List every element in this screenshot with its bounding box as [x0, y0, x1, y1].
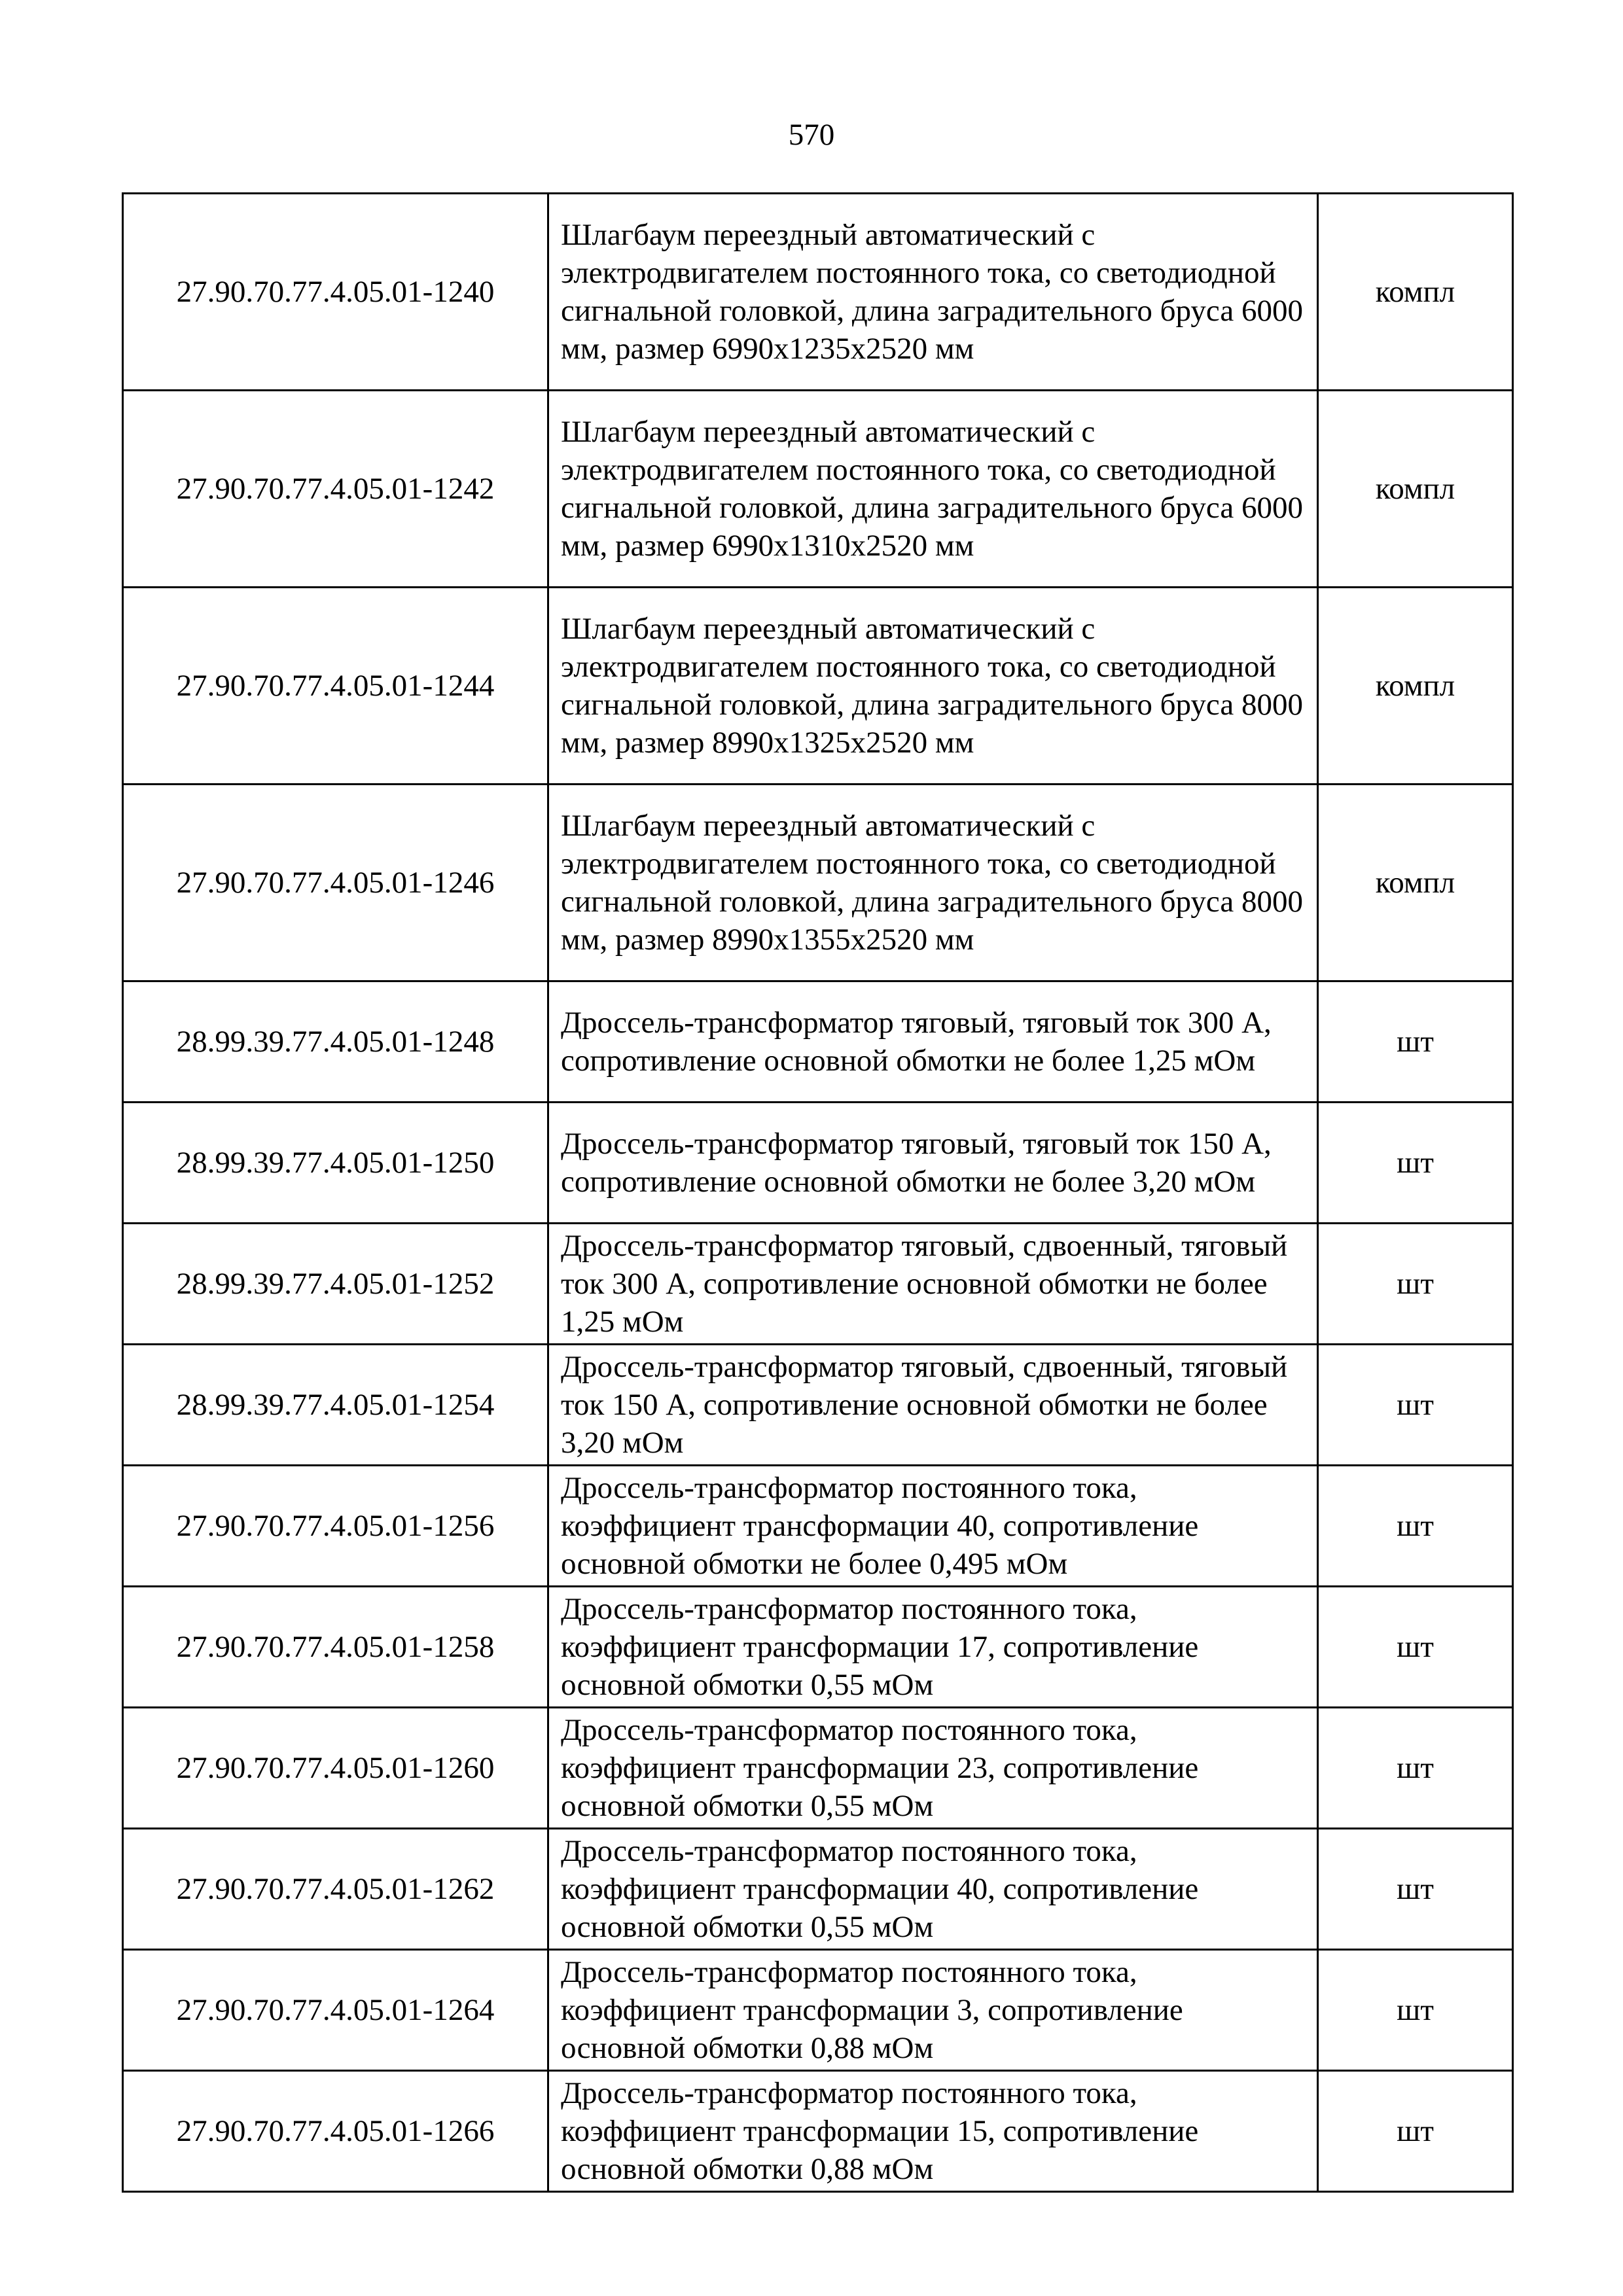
table-row	[123, 588, 1513, 785]
table-row	[123, 1224, 1513, 1345]
resource-code: 27.90.70.77.4.05.01-1240	[123, 194, 548, 391]
table-row	[123, 1829, 1513, 1950]
resource-unit: шт	[1318, 1708, 1513, 1829]
resource-description: Дроссель-трансформатор тяговый, тяговый ток 150 А, сопротивление основной обмотки не более 3,20 мОм	[548, 1103, 1318, 1224]
resource-description: Шлагбаум переездный автоматический с электродвигателем постоянного тока, со светодиодной сигнальной головкой, длина заградительного бруса 8000 мм, размер 8990x1325x2520 мм	[548, 588, 1318, 785]
table-row	[123, 194, 1513, 391]
resource-unit: компл	[1318, 391, 1513, 588]
resource-description: Шлагбаум переездный автоматический с электродвигателем постоянного тока, со светодиодной сигнальной головкой, длина заградительного бруса 8000 мм, размер 8990x1355x2520 мм	[548, 785, 1318, 981]
resource-description: Шлагбаум переездный автоматический с электродвигателем постоянного тока, со светодиодной сигнальной головкой, длина заградительного бруса 6000 мм, размер 6990x1235x2520 мм	[548, 194, 1318, 391]
resource-unit: шт	[1318, 1103, 1513, 1224]
resource-unit: компл	[1318, 194, 1513, 391]
resource-table	[122, 192, 1514, 2193]
page-number: 570	[788, 118, 835, 152]
resource-code: 28.99.39.77.4.05.01-1252	[123, 1224, 548, 1345]
resource-description: Дроссель-трансформатор тяговый, тяговый ток 300 А, сопротивление основной обмотки не более 1,25 мОм	[548, 981, 1318, 1103]
resource-unit: шт	[1318, 1587, 1513, 1708]
resource-description: Шлагбаум переездный автоматический с электродвигателем постоянного тока, со светодиодной сигнальной головкой, длина заградительного бруса 6000 мм, размер 6990x1310x2520 мм	[548, 391, 1318, 588]
resource-unit: шт	[1318, 1466, 1513, 1587]
resource-code: 27.90.70.77.4.05.01-1246	[123, 785, 548, 981]
resource-description: Дроссель-трансформатор постоянного тока, коэффициент трансформации 40, сопротивление основной обмотки не более 0,495 мОм	[548, 1466, 1318, 1587]
resource-unit: шт	[1318, 981, 1513, 1103]
resource-code: 27.90.70.77.4.05.01-1244	[123, 588, 548, 785]
resource-code: 27.90.70.77.4.05.01-1264	[123, 1950, 548, 2071]
table-row	[123, 981, 1513, 1103]
resource-unit: шт	[1318, 1224, 1513, 1345]
table-row	[123, 1103, 1513, 1224]
table-row	[123, 785, 1513, 981]
resource-description: Дроссель-трансформатор постоянного тока, коэффициент трансформации 23, сопротивление основной обмотки 0,55 мОм	[548, 1708, 1318, 1829]
resource-code: 28.99.39.77.4.05.01-1248	[123, 981, 548, 1103]
resource-unit: шт	[1318, 1950, 1513, 2071]
resource-code: 27.90.70.77.4.05.01-1258	[123, 1587, 548, 1708]
resource-code: 27.90.70.77.4.05.01-1266	[123, 2071, 548, 2192]
resource-unit: компл	[1318, 588, 1513, 785]
resource-code: 28.99.39.77.4.05.01-1254	[123, 1345, 548, 1466]
resource-description: Дроссель-трансформатор тяговый, сдвоенный, тяговый ток 150 А, сопротивление основной обмотки не более 3,20 мОм	[548, 1345, 1318, 1466]
resource-description: Дроссель-трансформатор постоянного тока, коэффициент трансформации 40, сопротивление основной обмотки 0,55 мОм	[548, 1829, 1318, 1950]
resource-description: Дроссель-трансформатор постоянного тока, коэффициент трансформации 15, сопротивление основной обмотки 0,88 мОм	[548, 2071, 1318, 2192]
resource-unit: шт	[1318, 1345, 1513, 1466]
resource-code: 27.90.70.77.4.05.01-1262	[123, 1829, 548, 1950]
table-row	[123, 1587, 1513, 1708]
resource-unit: шт	[1318, 1829, 1513, 1950]
resource-unit: компл	[1318, 785, 1513, 981]
table-row	[123, 2071, 1513, 2192]
resource-code: 27.90.70.77.4.05.01-1256	[123, 1466, 548, 1587]
table-row	[123, 1345, 1513, 1466]
resource-code: 27.90.70.77.4.05.01-1242	[123, 391, 548, 588]
resource-code: 28.99.39.77.4.05.01-1250	[123, 1103, 548, 1224]
resource-description: Дроссель-трансформатор постоянного тока, коэффициент трансформации 17, сопротивление основной обмотки 0,55 мОм	[548, 1587, 1318, 1708]
table-row	[123, 1466, 1513, 1587]
resource-description: Дроссель-трансформатор тяговый, сдвоенный, тяговый ток 300 А, сопротивление основной обмотки не более 1,25 мОм	[548, 1224, 1318, 1345]
resource-description: Дроссель-трансформатор постоянного тока, коэффициент трансформации 3, сопротивление основной обмотки 0,88 мОм	[548, 1950, 1318, 2071]
resource-unit: шт	[1318, 2071, 1513, 2192]
table-row	[123, 1708, 1513, 1829]
resource-code: 27.90.70.77.4.05.01-1260	[123, 1708, 548, 1829]
table-row	[123, 391, 1513, 588]
table-row	[123, 1950, 1513, 2071]
